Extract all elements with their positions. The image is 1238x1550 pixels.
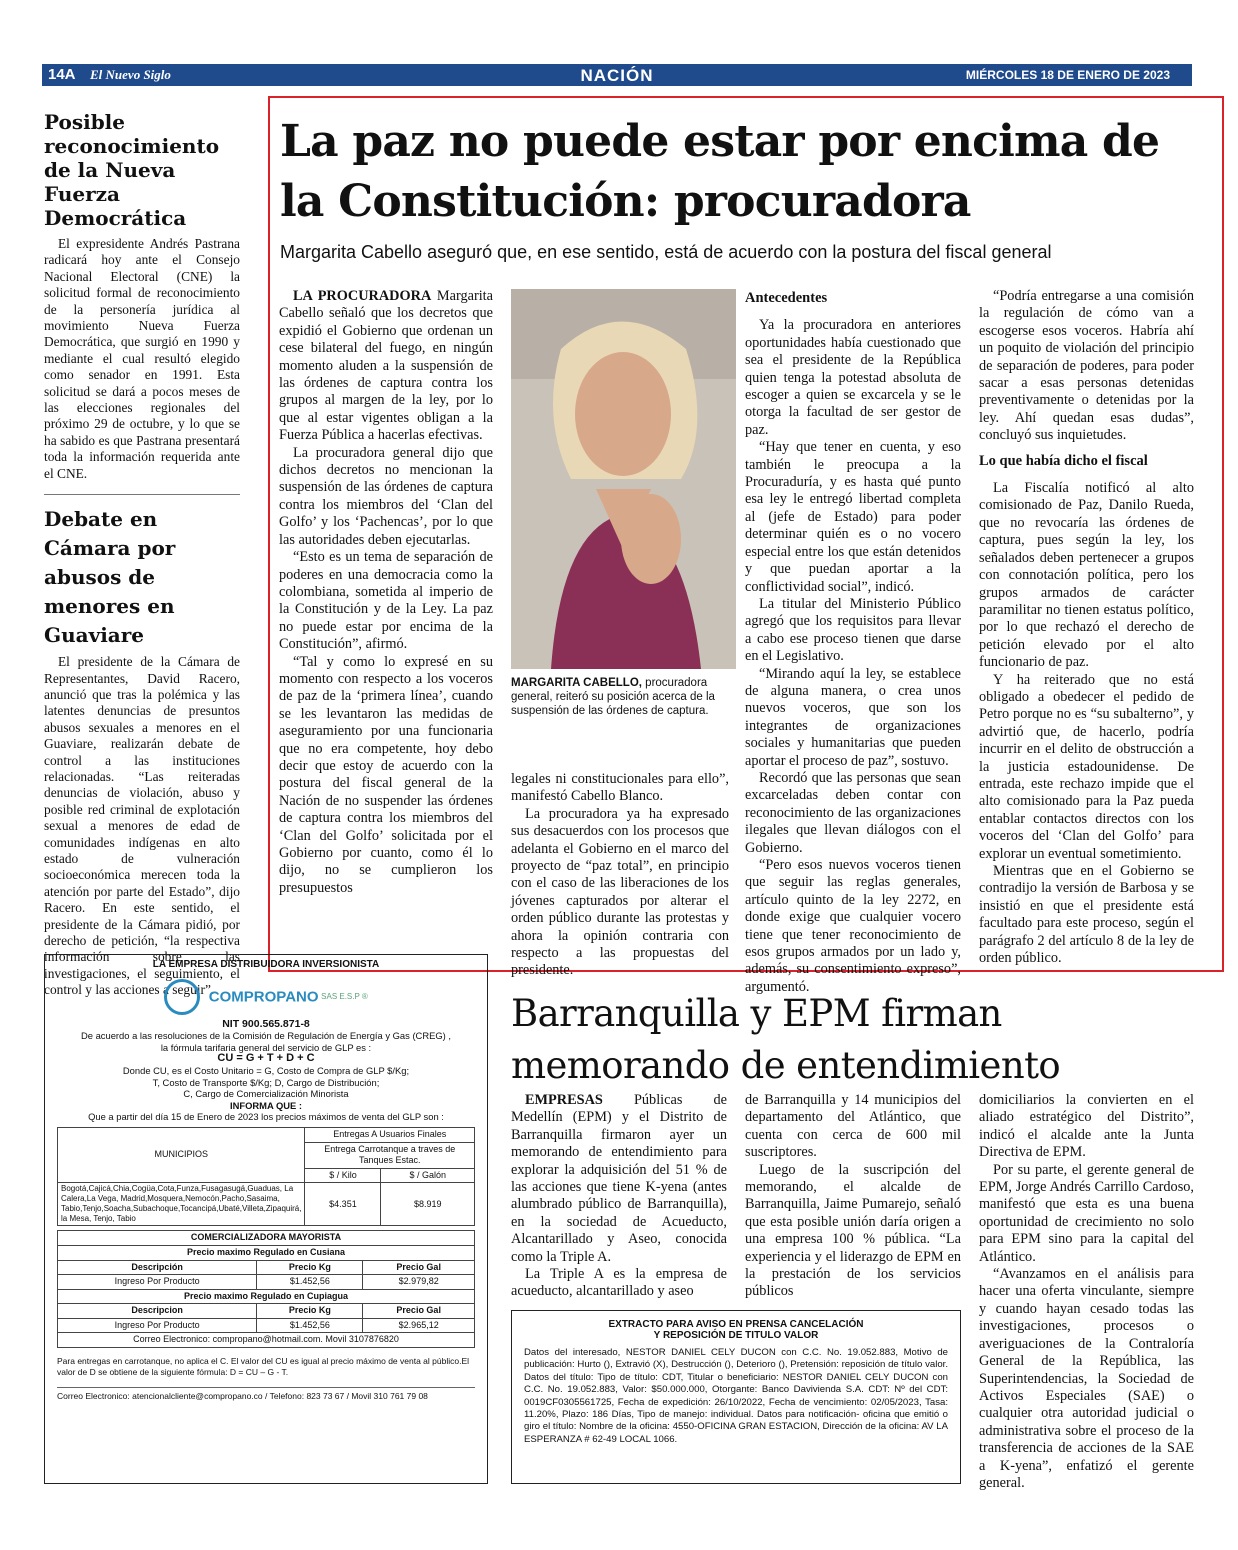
paragraph: “Mirando aquí la ley, se establece de alguna manera, o crea unos nuevos voceros, que son los integrantes de organizaciones sociales y humanitarias que pueden aportar el proceso de paz”, sostuvo.: [745, 665, 961, 769]
paragraph: “Tal y como lo expresé en su momento con respecto a los voceros de paz de la ‘primera línea’, cuando se les levantaron las medidas de aseguramiento por una funcionaria que no era competente, hoy debo decir que estoy de acuerdo con la postura del fiscal general de la Nación de no suspender las órdenes de captura contra los miembros del ‘Clan del Golfo’ solicitada por el Gobierno por cuanto, como él lo dijo, no se cumplieron los presupuestos: [279, 653, 493, 896]
paragraph: Margarita Cabello señaló que los decretos que expidió el Gobierno que ordenan un cese bilateral del fuego, en ningún momento aluden a la suspensión de las órdenes de captura contra los grupos al margen de la ley, por lo que al estar vigentes obligan a la Fuerza Pública a hacerlas efectivas.: [279, 288, 493, 444]
paragraph: La procuradora ya ha expresado sus desacuerdos con los procesos que adelanta el Gobierno en el marco del proyecto de “paz total”, en principio con el caso de las liberaciones de los jóvenes capturados por alterar el orden público durante las protestas y ahora la opinión contraria con respecto a las propuestas del presidente.: [511, 805, 729, 979]
table-cell: COMERCIALIZADORA MAYORISTA: [58, 1231, 475, 1246]
paragraph: Públicas de Medellín (EPM) y el Distrito de Barranquilla firmaron ayer un memorando de entendimiento para explorar la adquisición del 51 % de las acciones que tiene K-yena (antes alumbrado público de Barranquilla), en la sociedad de Acueducto, Alcantarillado y Aseo, conocida como la Triple A.: [511, 1092, 727, 1265]
paragraph: La procuradora general dijo que dichos decretos no mencionan la suspensión de las órdenes de captura contra los miembros del ‘Clan del Golfo’ y los ‘Pachencas’, por lo que las autoridades deben ejecutarlas.: [279, 444, 493, 548]
table-cell: Precio maximo Regulado en Cupiagua: [58, 1289, 475, 1304]
ad-formula: CU = G + T + D + C: [217, 1052, 315, 1065]
main-col-2: [511, 771, 729, 980]
compropano-ad: [44, 954, 488, 1484]
table-cell: Entrega Carrotanque a traves de Tanques Estac.: [305, 1142, 475, 1168]
table-cell: MUNICIPIOS: [58, 1127, 305, 1182]
paragraph: “Hay que tener en cuenta, y eso también le preocupa a la Procuraduría, y es hasta qué punto esa ley le entregó libertad completa al (jefe de Estado) para poder determinar quién es o no vocero especial entre los que están detenidos y que puedan aportar a la conflictividad social”, indicó.: [745, 439, 961, 595]
main-subtitle: Margarita Cabello aseguró que, en ese sentido, está de acuerdo con la postura del fiscal general: [280, 242, 1052, 262]
paragraph: legales ni constitucionales para ello”, manifestó Cabello Blanco.: [511, 771, 729, 805]
main-col-4: [979, 288, 1194, 967]
paragraph: Ya la procuradora en anteriores oportunidades había cuestionado que sea el presidente de la República quien tenga la potestad absoluta de escoger a quien se excarcela y se le otorga la facultad de ser gestor de paz.: [745, 317, 961, 438]
ad-nit: NIT 900.565.871-8: [222, 1017, 310, 1030]
lead-word: LA PROCURADORA: [293, 288, 432, 304]
paragraph: La Fiscalía notificó al alto comisionado de Paz, Danilo Rueda, que no revocaría las órdenes de captura, pues según la ley, los señalados deben pertenecer a grupos con connotación política, pero los grupos armados de carácter paramilitar no tienen estatus político, por lo que rechazó el derecho de petición elevado por el alto funcionario de paz.: [979, 480, 1194, 671]
table-cell: Correo Electronico: compropano@hotmail.com. Movil 3107876820: [58, 1333, 475, 1348]
paragraph: La Triple A es la empresa de acueducto, alcantarillado y aseo: [511, 1266, 727, 1300]
table-cell: Descripcion: [58, 1304, 257, 1319]
table-cell: $2.965,12: [363, 1318, 475, 1333]
table-cell: Precio Gal: [363, 1304, 475, 1319]
paragraph: Y ha reiterado que no está obligado a obedecer el pedido de Petro porque no es “su subalterno”, y advirtió que, de hacerlo, podría incurrir en el delito de obstrucción a la justicia estadounidense. De entrada, este rechazo impide que el alto comisionado para la Paz pueda entablar contactos directos con los voceros del ‘Clan del Golfo’ para explorar un eventual sometimiento.: [979, 671, 1194, 862]
paragraph: “Pero esos nuevos voceros tienen que seguir las reglas generales, artículo quinto de la ley 2272, en donde exige que cualquier vocero tiene que tener reconocimiento de esos grupos armados por un lado y, además, su consentimiento expreso”, argumentó.: [745, 857, 961, 995]
ad-text: INFORMA QUE :: [229, 1099, 303, 1111]
notice-title: Y REPOSICIÓN DE TITULO VALOR: [653, 1330, 819, 1341]
paragraph: “Esto es un tema de separación de poderes en una democracia como la colombiana, sometida al imperio de la Constitución y de la Ley. La paz no puede estar por encima de la Constitución”, afirmó.: [279, 549, 493, 653]
table-cell: Descripción: [58, 1260, 257, 1275]
ad-text: la fórmula tarifaria general del servicio de GLP es :: [160, 1041, 372, 1053]
ad-brand-suffix: SAS E.S.P ®: [321, 991, 368, 1001]
ad-text: De acuerdo a las resoluciones de la Comisión de Regulación de Energía y Gas (CREG) ,: [81, 1030, 451, 1042]
portrait-image: [511, 289, 736, 669]
subhead-antecedentes: Antecedentes: [745, 290, 828, 306]
left-column: [44, 110, 240, 999]
lead-word: EMPRESAS: [525, 1092, 603, 1108]
caption-text: procuradora general, reiteró su posición acerca de la suspensión de las órdenes de captura.: [511, 677, 715, 718]
ad-text: C, Cargo de Comercialización Minorista: [183, 1088, 349, 1100]
page-number: 14A: [48, 66, 76, 83]
wholesale-table: [57, 1230, 475, 1348]
second-col-2: [745, 1092, 961, 1301]
table-cell: $1.452,56: [257, 1318, 363, 1333]
table-cell: Ingreso Por Producto: [58, 1275, 257, 1290]
table-cell: $8.919: [381, 1183, 475, 1226]
photo-caption: [511, 676, 736, 719]
ad-text: Que a partir del día 15 de Enero de 2023 los precios máximos de venta del GLP son :: [88, 1111, 444, 1123]
paragraph: domiciliarios la convierten en el aliado estratégico del Distrito”, indicó el alcalde ante la Junta Directiva de EPM.: [979, 1092, 1194, 1161]
table-cell: Bogotá,Cajicá,Chia,Cogüa,Cota,Funza,Fusagasugá,Guaduas, La Calera,La Vega, Madrid,Mosquera,Nemocón,Pacho,Sasaima, Tabio,Tenjo,Soacha,Subachoque,Tocancipá,Ubaté,Villeta,Zipaquirá, la Mesa, Tenjo, Tabio: [58, 1183, 305, 1226]
story2-body: El presidente de la Cámara de Representantes, David Racero, anunció que tras la polémica y las latentes denuncias de presuntos abusos sexuales a menores en el Guaviare, realizarán debate de control a las instituciones relacionadas. “Las reiteradas denuncias de violación, abuso y posible red criminal de explotación sexual a menores de edad de comunidades indígenas en alto estado de vulneración socioeconómica merecen toda la atención por parte del Estado”, dijo Racero. En este sentido, el presidente de la Cámara pidió, por derecho de petición, “la respectiva información sobre las investigaciones, el seguimiento, el control y las acciones a seguir”.: [44, 654, 240, 998]
paragraph: Mientras que en el Gobierno se contradijo la versión de Barbosa y se insistió en que el presidente está facultado para este proceso, según el parágrafo 2 del artículo 8 de la ley de orden público.: [979, 863, 1194, 967]
paragraph: Por su parte, el gerente general de EPM, Jorge Andrés Carrillo Cardoso, manifestó que esta es una buena oportunidad de crecimiento no solo para EPM sino para la capital del Atlántico.: [979, 1161, 1194, 1265]
story2-title: Debate en Cámara por abusos de menores en Guaviare: [44, 507, 176, 648]
ad-text: Donde CU, es el Costo Unitario = G, Costo de Compra de GLP $/Kg;: [122, 1064, 410, 1076]
table-cell: $2.979,82: [363, 1275, 475, 1290]
table-cell: Precio Kg: [257, 1260, 363, 1275]
divider: [44, 494, 240, 495]
flame-icon: [164, 979, 200, 1015]
issue-date: MIÉRCOLES 18 DE ENERO DE 2023: [965, 68, 1170, 82]
ad-header: LA EMPRESA DISTRIBUIDORA INVERSIONISTA: [152, 959, 380, 970]
table-cell: Precio Kg: [257, 1304, 363, 1319]
main-col-1: [279, 288, 493, 897]
paragraph: Recordó que las personas que sean excarceladas deben contar con reconocimiento de las organizaciones ilegales que llevan diálogos con el Gobierno.: [745, 769, 961, 856]
notice-text: Datos del interesado, NESTOR DANIEL CELY DUCON con C.C. No. 19.052.883, Motivo de publicación: Hurto (), Extravió (X), Destrucción (), Deterioro (), Pretensión: reposición de título valor. Datos del título: Tipo de título: CDT, Titular o beneficiario: NESTOR DANIEL CELY DUCON con C.C. No. 19.052.883, Valor: $50.000.000, Otorgante: Banco Davivienda S.A. CDT: Nº del CDT: 0019CF0305561725, Fecha de expedición: 26/10/2022, Fecha de vencimiento: 02/05/2023, Tasa: 11.20%, Plazo: 186 Días, Tipo de manejo: individual. Datos para notificación- oficina que emitió o giro el título: Nombre de la oficina: 4550-OFICINA GRAN ESTACION, Dirección de la oficina: AV LA ESPERANZA # 62-49 LOCAL 1066.: [524, 1347, 948, 1445]
table-cell: Precio Gal: [363, 1260, 475, 1275]
newspaper-name: El Nuevo Siglo: [90, 67, 171, 82]
main-title: La paz no puede estar por encima de la Constitución: procuradora: [280, 116, 1160, 227]
paragraph: La titular del Ministerio Público agregó que los requisitos para llevar a cabo ese proceso tienen que darse en el Legislativo.: [745, 595, 961, 665]
ad-logo: [57, 979, 475, 1015]
ad-brand: COMPROPANO: [208, 988, 319, 1006]
paragraph: “Podría entregarse a una comisión la regulación de cómo van a escogerse esos voceros. Habría ahí un poquito de violación del principio de separación de poderes, para poder sacar a esas personas detenidas preventivamente o detenidas por la ley. Ahí quedan esas dudas”, concluyó sus inquietudes.: [979, 288, 1194, 444]
paragraph: de Barranquilla y 14 municipios del departamento del Atlántico, que cuenta con cerca de 600 mil suscriptores.: [745, 1092, 961, 1161]
caption-name: MARGARITA CABELLO,: [511, 677, 642, 689]
second-col-3: [979, 1092, 1194, 1492]
price-table: [57, 1127, 475, 1226]
story1-title: Posible reconocimiento de la Nueva Fuerza Democrática: [44, 110, 220, 230]
table-cell: $ / Kilo: [305, 1168, 381, 1183]
table-cell: Ingreso Por Producto: [58, 1318, 257, 1333]
ad-footer: Correo Electronico: atencionalcliente@compropano.co / Telefono: 823 73 67 / Movil 310 761 79 08: [57, 1387, 475, 1403]
table-cell: $1.452,56: [257, 1275, 363, 1290]
subhead-fiscal: Lo que había dicho el fiscal: [979, 452, 1148, 469]
ad-text: T, Costo de Transporte $/Kg; D, Cargo de Distribución;: [152, 1076, 380, 1088]
portrait-photo: [511, 289, 736, 669]
legal-notice: [511, 1310, 961, 1484]
paragraph: Luego de la suscripción del memorando, el alcalde de Barranquilla, Jaime Pumarejo, señaló que esta posible unión daría origen a una empresa 100 % pública. “La experiencia y el liderazgo de EPM en la prestación de los servicios públicos: [745, 1161, 961, 1300]
page-header: [42, 64, 1192, 86]
table-cell: $4.351: [305, 1183, 381, 1226]
paragraph: “Avanzamos en el análisis para hacer una oferta vinculante, siempre y cuando hayan cesado todas las investigaciones, procesos o averiguaciones de la Contraloría General de la República, las Superintendencias, la Sociedad de Activos Especiales (SAE) o cualquier otra autoridad judicial o administrativa sobre el proceso de la transferencia de acciones de la SAE a K-yena”, enfatizó el gerente general.: [979, 1266, 1194, 1491]
section-name: NACIÓN: [580, 66, 654, 85]
second-col-1: [511, 1092, 727, 1301]
ad-note: Para entregas en carrotanque, no aplica el C. El valor del CU es igual al precio máximo de venta al público.El valor de D se obtiene de la siguiente fórmula: D = CU – G - T.: [57, 1356, 470, 1377]
table-cell: $ / Galón: [381, 1168, 475, 1183]
main-col-3: [745, 288, 961, 996]
story1-body: El expresidente Andrés Pastrana radicará hoy ante el Consejo Nacional Electoral (CNE) la solicitud formal de reconocimiento de la personería jurídica al movimiento Nueva Fuerza Democrática, que surgió en 1990 y mediante el cual resultó elegido como senador en 1991. Esta solicitud se dará a pocos meses de las elecciones regionales del próximo 29 de octubre, y lo que se ha sabido es que Pastrana presentará toda la información requerida ante el CNE.: [44, 236, 240, 481]
table-cell: Precio maximo Regulado en Cusiana: [58, 1245, 475, 1260]
table-cell: Entregas A Usuarios Finales: [305, 1127, 475, 1142]
notice-title: EXTRACTO PARA AVISO EN PRENSA CANCELACIÓN: [608, 1319, 864, 1330]
second-title: Barranquilla y EPM firman memorando de entendimiento: [511, 992, 1061, 1087]
